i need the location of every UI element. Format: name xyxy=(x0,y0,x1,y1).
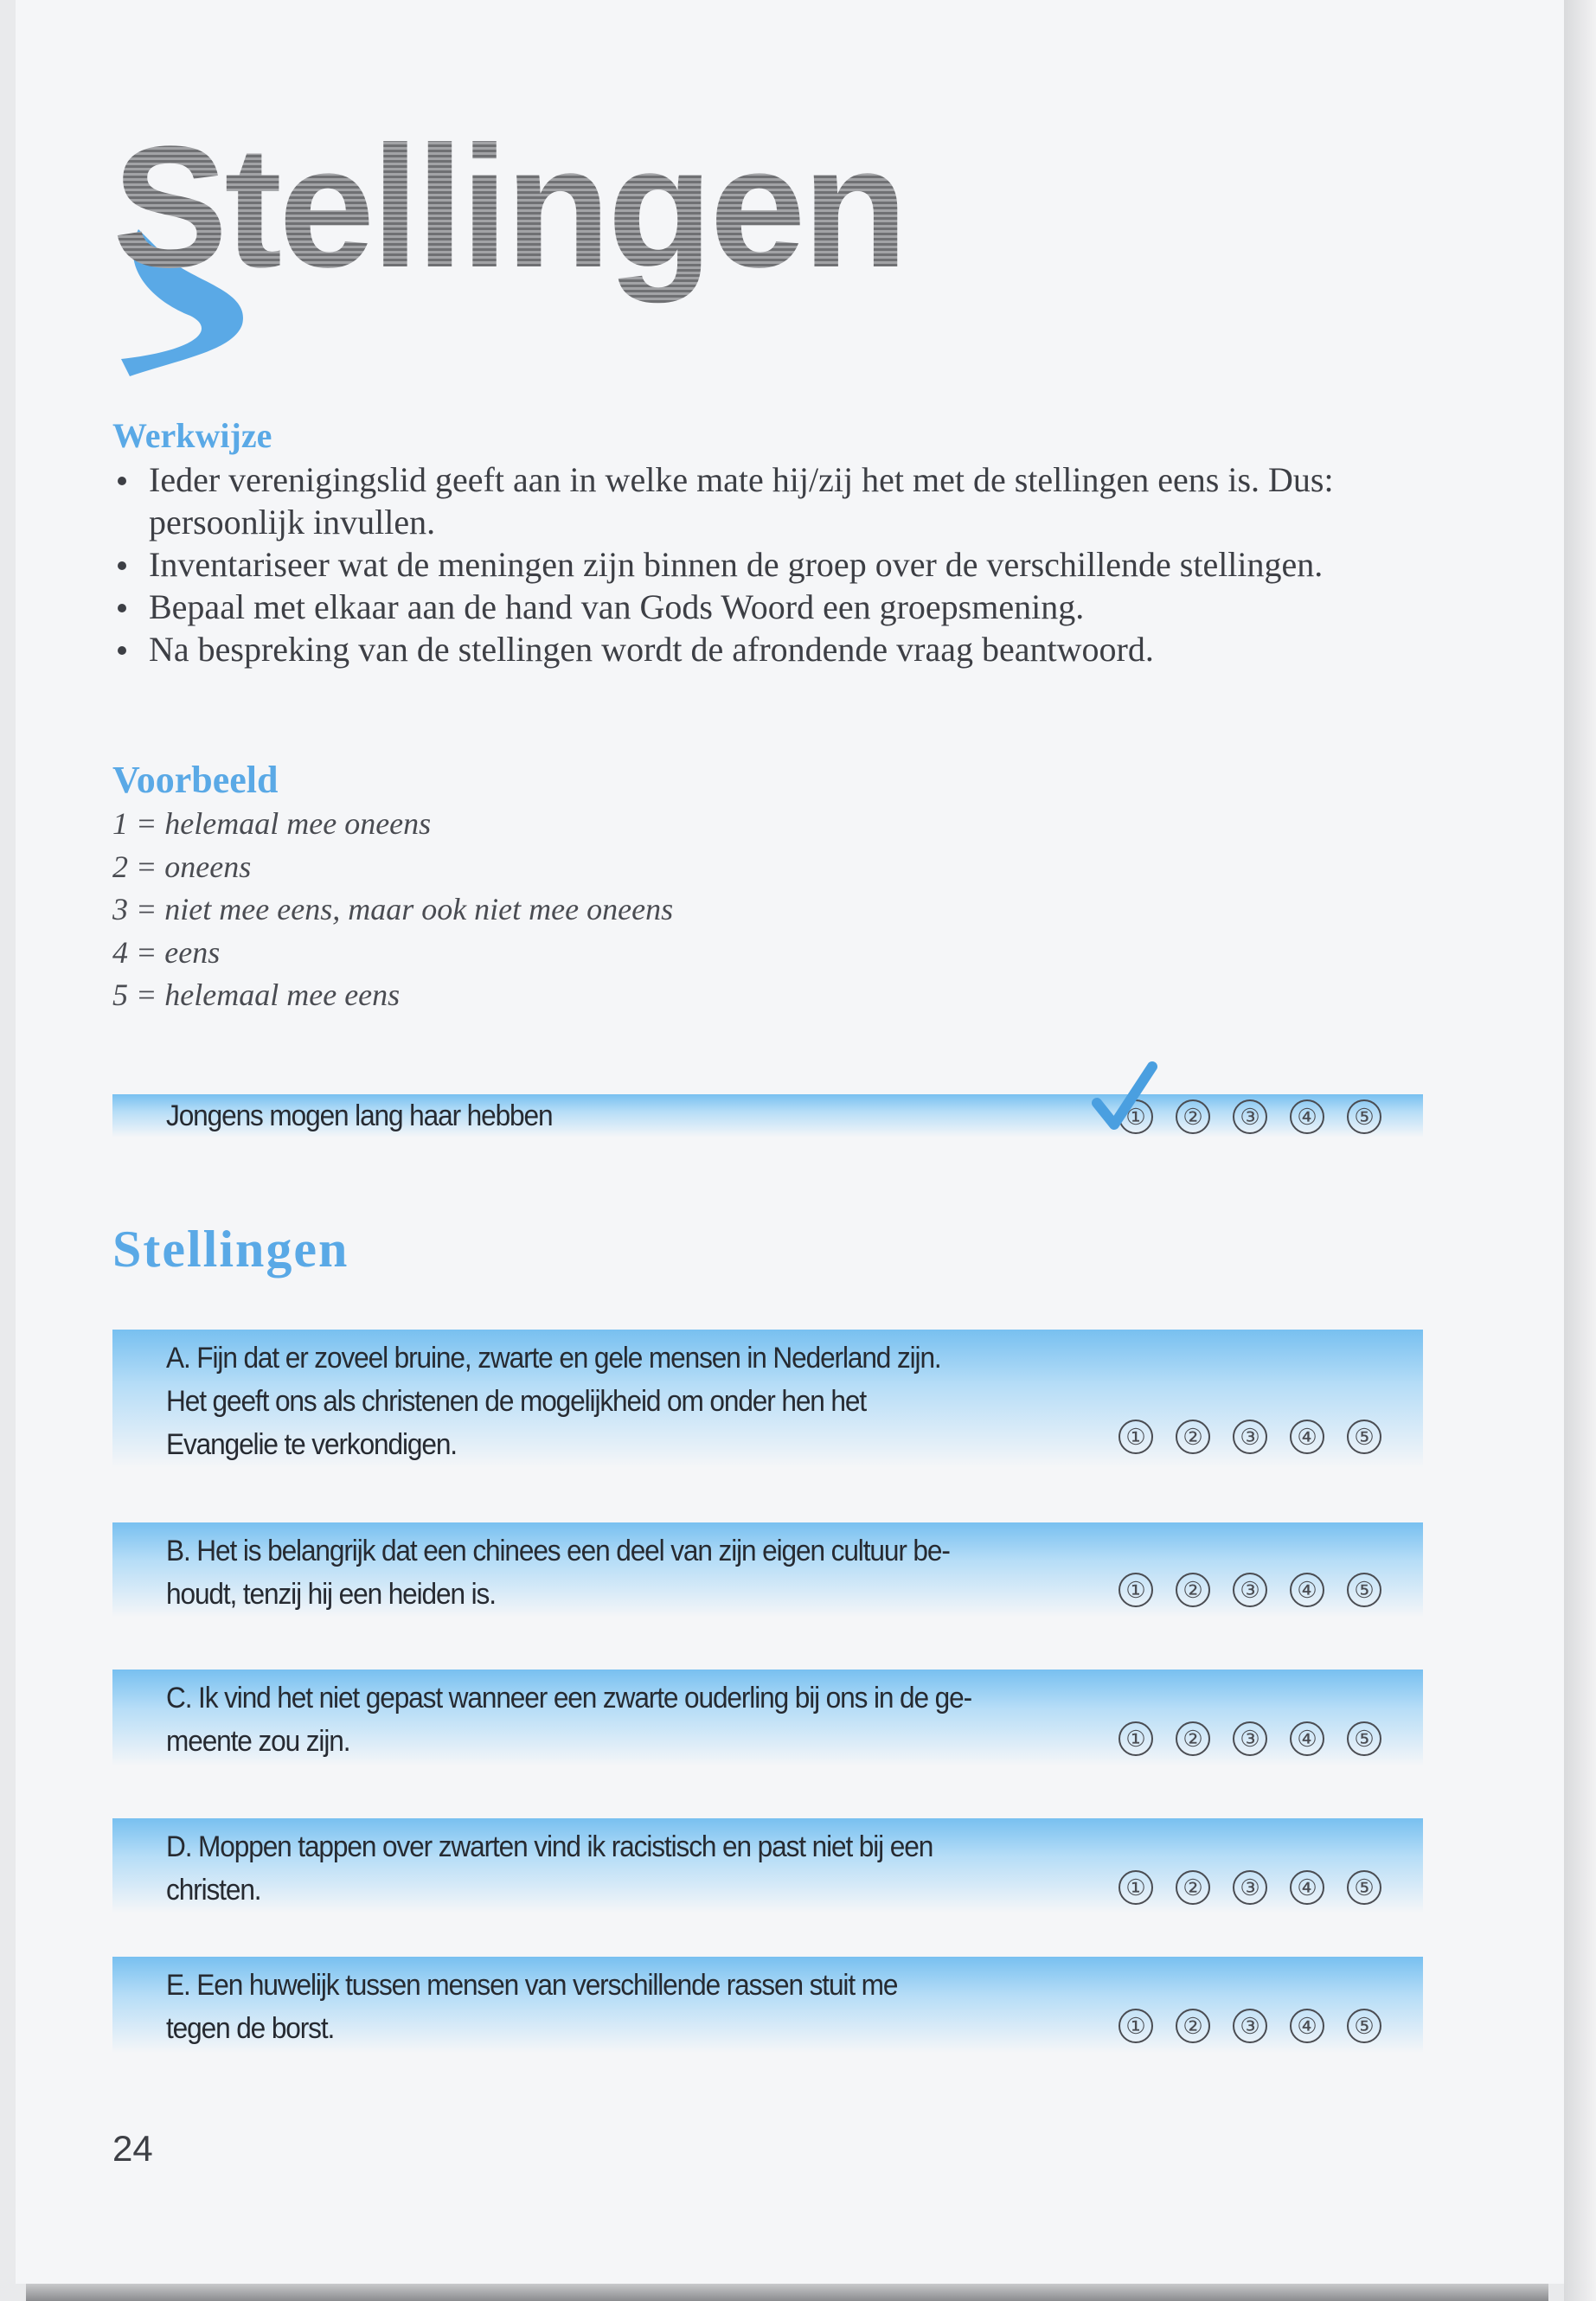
scale-legend xyxy=(112,803,673,1017)
rating-option-3[interactable]: ③ xyxy=(1233,1573,1267,1607)
rating-option-3[interactable]: ③ xyxy=(1233,1721,1267,1756)
statement-c-text xyxy=(166,1676,1035,1763)
statement-line: houdt, tenzij hij een heiden is. xyxy=(166,1578,496,1611)
rating-option-2[interactable]: ② xyxy=(1176,1870,1210,1905)
scale-legend-item: 4 = eens xyxy=(112,934,221,970)
rating-option-4[interactable]: ④ xyxy=(1290,1721,1324,1756)
statement-b-text xyxy=(166,1529,1035,1616)
page-edge xyxy=(1564,0,1596,2301)
title-block xyxy=(112,108,977,402)
page-number: 24 xyxy=(112,2128,153,2169)
rating-option-4[interactable]: ④ xyxy=(1290,1870,1324,1905)
scale-legend-item: 3 = niet mee eens, maar ook niet mee oneens xyxy=(112,892,674,926)
statement-b-bar xyxy=(112,1522,1423,1618)
example-statement-text: Jongens mogen lang haar hebben xyxy=(166,1099,553,1132)
rating-option-1[interactable]: ① xyxy=(1118,1870,1153,1905)
voorbeeld-heading: Voorbeeld xyxy=(112,759,279,801)
rating-scale xyxy=(1118,1870,1381,1905)
statement-line: meente zou zijn. xyxy=(166,1725,350,1758)
rating-option-2[interactable]: ② xyxy=(1176,1420,1210,1454)
page-title: Stellingen xyxy=(112,108,905,307)
rating-scale xyxy=(1118,1573,1381,1607)
rating-option-3[interactable]: ③ xyxy=(1233,1099,1267,1134)
statement-line: C. Ik vind het niet gepast wanneer een zwarte ouderling bij ons in de ge- xyxy=(166,1682,972,1715)
scale-legend-item: 5 = helemaal mee eens xyxy=(112,977,401,1012)
rating-option-4[interactable]: ④ xyxy=(1290,1099,1324,1134)
rating-option-3[interactable]: ③ xyxy=(1233,1420,1267,1454)
statement-e-text xyxy=(166,1964,1035,2050)
rating-option-5[interactable]: ⑤ xyxy=(1347,1420,1381,1454)
statement-c-bar xyxy=(112,1670,1423,1766)
scale-legend-item: 1 = helemaal mee oneens xyxy=(112,806,432,841)
werkwijze-item: Ieder verenigingslid geeft aan in welke mate hij/zij het met de stellingen eens is. Dus: persoonlijk invullen. xyxy=(112,458,1427,543)
rating-option-5[interactable]: ⑤ xyxy=(1347,2009,1381,2043)
rating-option-4[interactable]: ④ xyxy=(1290,1420,1324,1454)
statement-line: Evangelie te verkondigen. xyxy=(166,1428,457,1461)
statement-line: D. Moppen tappen over zwarten vind ik racistisch en past niet bij een xyxy=(166,1830,933,1863)
rating-scale xyxy=(1118,2009,1381,2043)
rating-option-1[interactable]: ① xyxy=(1118,1573,1153,1607)
werkwijze-heading: Werkwijze xyxy=(112,416,272,455)
werkwijze-item: Inventariseer wat de meningen zijn binnen de groep over de verschillende stellingen. xyxy=(112,543,1427,586)
rating-option-4[interactable]: ④ xyxy=(1290,1573,1324,1607)
rating-option-2[interactable]: ② xyxy=(1176,2009,1210,2043)
statement-line: christen. xyxy=(166,1874,261,1907)
statement-line: Het geeft ons als christenen de mogelijkheid om onder hen het xyxy=(166,1385,867,1418)
rating-option-5[interactable]: ⑤ xyxy=(1347,1573,1381,1607)
rating-option-1[interactable]: ① xyxy=(1118,1420,1153,1454)
rating-option-2[interactable]: ② xyxy=(1176,1099,1210,1134)
stellingen-heading: Stellingen xyxy=(112,1221,349,1278)
checkmark-icon xyxy=(1090,1060,1159,1138)
rating-option-2[interactable]: ② xyxy=(1176,1573,1210,1607)
rating-option-2[interactable]: ② xyxy=(1176,1721,1210,1756)
rating-option-1[interactable]: ① xyxy=(1118,1099,1153,1134)
page-bottom-edge xyxy=(26,2284,1548,2301)
statement-a-text xyxy=(166,1336,1035,1466)
werkwijze-item: Bepaal met elkaar aan de hand van Gods Woord een groepsmening. xyxy=(112,586,1427,628)
rating-option-5[interactable]: ⑤ xyxy=(1347,1721,1381,1756)
rating-option-5[interactable]: ⑤ xyxy=(1347,1870,1381,1905)
statement-e-bar xyxy=(112,1957,1423,2054)
rating-option-4[interactable]: ④ xyxy=(1290,2009,1324,2043)
rating-option-3[interactable]: ③ xyxy=(1233,2009,1267,2043)
rating-option-1[interactable]: ① xyxy=(1118,2009,1153,2043)
rating-scale xyxy=(1118,1420,1381,1454)
rating-option-5[interactable]: ⑤ xyxy=(1347,1099,1381,1134)
statement-line: B. Het is belangrijk dat een chinees een deel van zijn eigen cultuur be- xyxy=(166,1535,950,1567)
statement-a-bar xyxy=(112,1330,1423,1468)
rating-scale xyxy=(1118,1721,1381,1756)
statement-line: tegen de borst. xyxy=(166,2012,335,2045)
statement-d-bar xyxy=(112,1818,1423,1913)
statement-line: E. Een huwelijk tussen mensen van verschillende rassen stuit me xyxy=(166,1969,898,2002)
werkwijze-list xyxy=(112,458,1427,670)
rating-option-3[interactable]: ③ xyxy=(1233,1870,1267,1905)
rating-option-1[interactable]: ① xyxy=(1118,1721,1153,1756)
statement-line: A. Fijn dat er zoveel bruine, zwarte en gele mensen in Nederland zijn. xyxy=(166,1342,941,1375)
example-statement-bar xyxy=(112,1094,1423,1138)
werkwijze-item: Na bespreking van de stellingen wordt de afrondende vraag beantwoord. xyxy=(112,628,1427,670)
statement-d-text xyxy=(166,1825,1035,1912)
scale-legend-item: 2 = oneens xyxy=(112,849,252,884)
